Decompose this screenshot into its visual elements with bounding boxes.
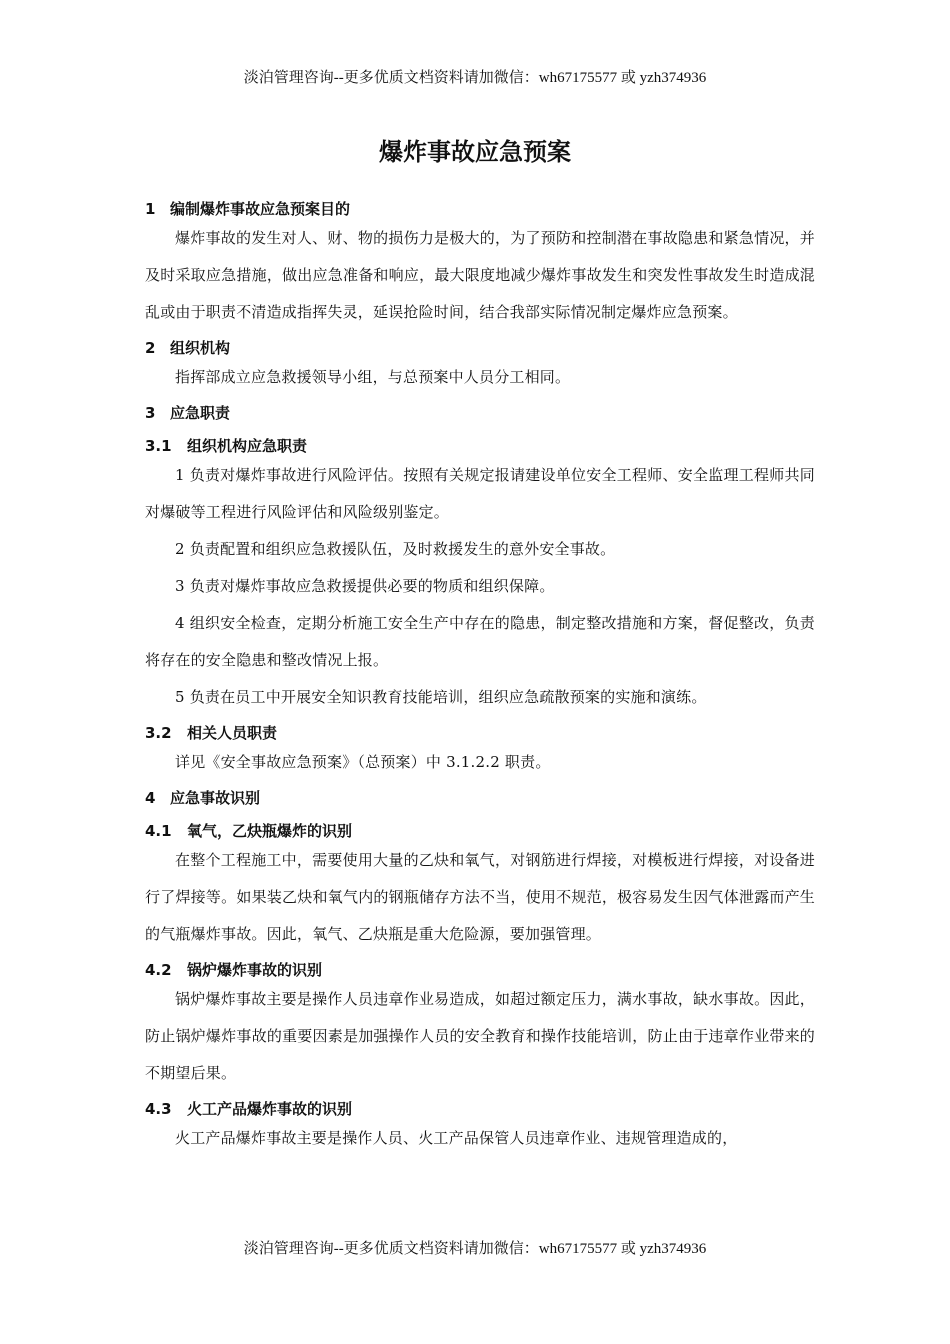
list-item: 5 负责在员工中开展安全知识教育技能培训，组织应急疏散预案的实施和演练。 (175, 688, 707, 706)
section-number: 3.1 (145, 437, 172, 455)
section-heading-3-2 (145, 722, 815, 744)
section-heading-2 (145, 337, 815, 359)
section-number: 4.1 (145, 822, 172, 840)
section-number: 4 (145, 789, 156, 807)
section-title: 应急职责 (170, 404, 231, 422)
section-title: 氧气，乙炔瓶爆炸的识别 (187, 822, 353, 840)
section-heading-4-1 (145, 820, 815, 842)
page-header: 淡泊管理咨询--更多优质文档资料请加微信：wh67175577 或 yzh374936 (243, 70, 707, 86)
section-title: 锅炉爆炸事故的识别 (187, 961, 323, 979)
section-number: 1 (145, 200, 156, 218)
page-footer: 淡泊管理咨询--更多优质文档资料请加微信：wh67175577 或 yzh374936 (243, 1241, 707, 1257)
section-heading-4-2 (145, 959, 815, 981)
section-title: 编制爆炸事故应急预案目的 (170, 200, 351, 218)
section-number: 3.2 (145, 724, 172, 742)
paragraph: 指挥部成立应急救援领导小组，与总预案中人员分工相同。 (175, 368, 571, 386)
list-item: 2 负责配置和组织应急救援队伍，及时救援发生的意外安全事故。 (175, 540, 616, 558)
paragraph: 详见《安全事故应急预案》（总预案）中 3.1.2.2 职责。 (175, 753, 551, 771)
section-title: 组织机构应急职责 (187, 437, 308, 455)
section-heading-4 (145, 787, 815, 809)
section-number: 4.3 (145, 1100, 172, 1118)
section-title: 组织机构 (170, 339, 231, 357)
section-number: 3 (145, 404, 156, 422)
section-heading-3-1 (145, 435, 815, 457)
paragraph: 火工产品爆炸事故主要是操作人员、火工产品保管人员违章作业、违规管理造成的， (175, 1129, 738, 1147)
page-title: 爆炸事故应急预案 (379, 138, 571, 166)
paragraph: 爆炸事故的发生对人、财、物的损伤力是极大的，为了预防和控制潜在事故隐患和紧急情况，并及时采取应急措施，做出应急准备和响应，最大限度地减少爆炸事故发生和突发性事故发生时造成混乱或由于职责不清造成指挥失灵，延误抢险时间，结合我部实际情况制定爆炸应急预案。 (145, 229, 815, 321)
section-title: 相关人员职责 (187, 724, 278, 742)
section-heading-3 (145, 402, 815, 424)
section-number: 2 (145, 339, 156, 357)
paragraph: 锅炉爆炸事故主要是操作人员违章作业易造成，如超过额定压力，满水事故，缺水事故。因此，防止锅炉爆炸事故的重要因素是加强操作人员的安全教育和操作技能培训，防止由于违章作业带来的不期望后果。 (145, 990, 815, 1082)
section-title: 应急事故识别 (170, 789, 261, 807)
list-item: 1 负责对爆炸事故进行风险评估。按照有关规定报请建设单位安全工程师、安全监理工程师共同对爆破等工程进行风险评估和风险级别鉴定。 (145, 466, 815, 521)
section-heading-1 (145, 198, 815, 220)
paragraph: 在整个工程施工中，需要使用大量的乙炔和氧气，对钢筋进行焊接，对模板进行焊接，对设备进行了焊接等。如果装乙炔和氧气内的钢瓶储存方法不当，使用不规范，极容易发生因气体泄露而产生的气瓶爆炸事故。因此，氧气、乙炔瓶是重大危险源，要加强管理。 (145, 851, 815, 943)
list-item: 4 组织安全检查，定期分析施工安全生产中存在的隐患，制定整改措施和方案，督促整改，负责将存在的安全隐患和整改情况上报。 (145, 614, 815, 669)
section-number: 4.2 (145, 961, 172, 979)
section-title: 火工产品爆炸事故的识别 (187, 1100, 353, 1118)
section-heading-4-3 (145, 1098, 815, 1120)
list-item: 3 负责对爆炸事故应急救援提供必要的物质和组织保障。 (175, 577, 555, 595)
document-body (145, 198, 815, 1157)
